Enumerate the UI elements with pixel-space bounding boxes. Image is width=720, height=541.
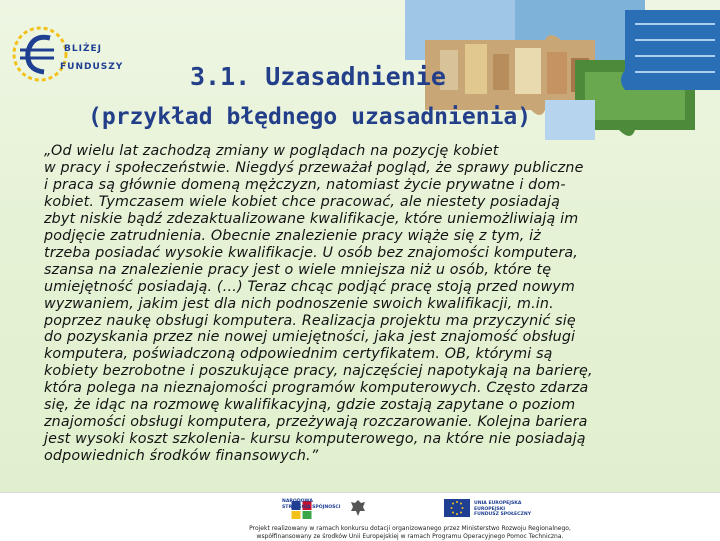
text-line: w pracy i społeczeństwie. Niegdyś przeważał pogląd, że sprawy publiczne: [44, 159, 584, 176]
text-line: komputera, poświadczoną odpowiednim certyfikatem. OB, którymi są: [44, 346, 553, 363]
eu-line-2: EUROPEJSKI: [474, 506, 506, 512]
text-line: znajomości obsługi komputera, przeżywają rozczarowanie. Kolejna bariera: [44, 414, 588, 431]
text-line: która polega na nieznajomości programów komputerowych. Często zdarza: [44, 380, 589, 397]
text-line: poprzez naukę obsługi komputera. Realizacja projektu ma przyczynić się: [44, 312, 576, 329]
eu-logo-text: [474, 501, 531, 518]
ns-line-2: STRATEGIA SPÓJNOŚCI: [282, 504, 341, 510]
text-line: jest wysoki koszt szkolenia- kursu komputerowego, na które nie posiadają: [44, 431, 586, 448]
text-line: kobiet. Tymczasem wiele kobiet chce pracować, ale niestety posiadają: [44, 193, 561, 210]
text-line: wyzwaniem, jakim jest dla nich podnoszenie swoich kwalifikacji, m.in.: [44, 295, 554, 312]
footer-bar: [0, 492, 720, 541]
text-line: do pozyskania przez nie nowej umiejętności, jaka jest znajomość obsługi: [44, 329, 576, 346]
text-line: szansa na znalezienie pracy jest o wiele mniejsza niż u osób, które tę: [44, 261, 552, 278]
text-line: trzeba posiadać wysokie kwalifikacje. U osób bez znajomości komputera,: [44, 244, 579, 261]
text-line: zbyt niskie bądź zdezaktualizowane kwalifikacje, które uniemożliwiają im: [44, 210, 579, 227]
text-line: odpowiednich środków finansowych.”: [44, 448, 319, 465]
text-line: i praca są głównie domeną mężczyzn, natomiast życie prywatne i dom-: [44, 176, 566, 193]
text-line: „Od wielu lat zachodzą zmiany w poglądach na pozycję kobiet: [44, 143, 499, 159]
text-line: się, że idąc na rozmowę kwalifikacyjną, gdzie zostają zapytane o poziom: [44, 397, 576, 414]
slide-title: 3.1. Uzasadnienie: [190, 62, 446, 91]
text-line: kobiety bezrobotne i poszukujące pracy, najczęściej napotykają na barierę,: [44, 363, 593, 380]
slide-subtitle: (przykład błędnego uzasadnienia): [88, 104, 532, 130]
eu-flag-icon: [444, 499, 470, 517]
eu-line-1: UNIA EUROPEJSKA: [474, 501, 522, 506]
quoted-justification-text: [44, 143, 694, 465]
ns-line-1: NARODOWA: [282, 499, 313, 504]
bliżej-funduszy-logo: [10, 18, 124, 98]
logo-word-1: BLIŻEJ: [64, 44, 102, 54]
footer-funding-note-line-2: współfinansowany ze środków Unii Europejskiej w ramach Programu Operacyjnego Pomoc Techniczna.: [256, 533, 564, 540]
footer-funding-note-line-1: Projekt realizowany w ramach konkursu dotacji organizowanego przez Ministerstwo Rozwoju Regionalnego,: [249, 525, 571, 532]
logo-word-2: FUNDUSZY: [60, 62, 124, 72]
text-line: podjęcie zatrudnienia. Obecnie znalezienie pracy wiąże się z tym, iż: [44, 227, 541, 244]
polish-eagle-icon: [350, 499, 366, 517]
euro-circle-icon: [10, 18, 120, 98]
eu-line-3: FUNDUSZ SPOŁECZNY: [474, 512, 532, 517]
ns-logo-text: [282, 499, 341, 510]
text-line: umiejętność posiadają. (…) Teraz chcąc podjąć pracę stoją przed nowym: [44, 278, 575, 295]
